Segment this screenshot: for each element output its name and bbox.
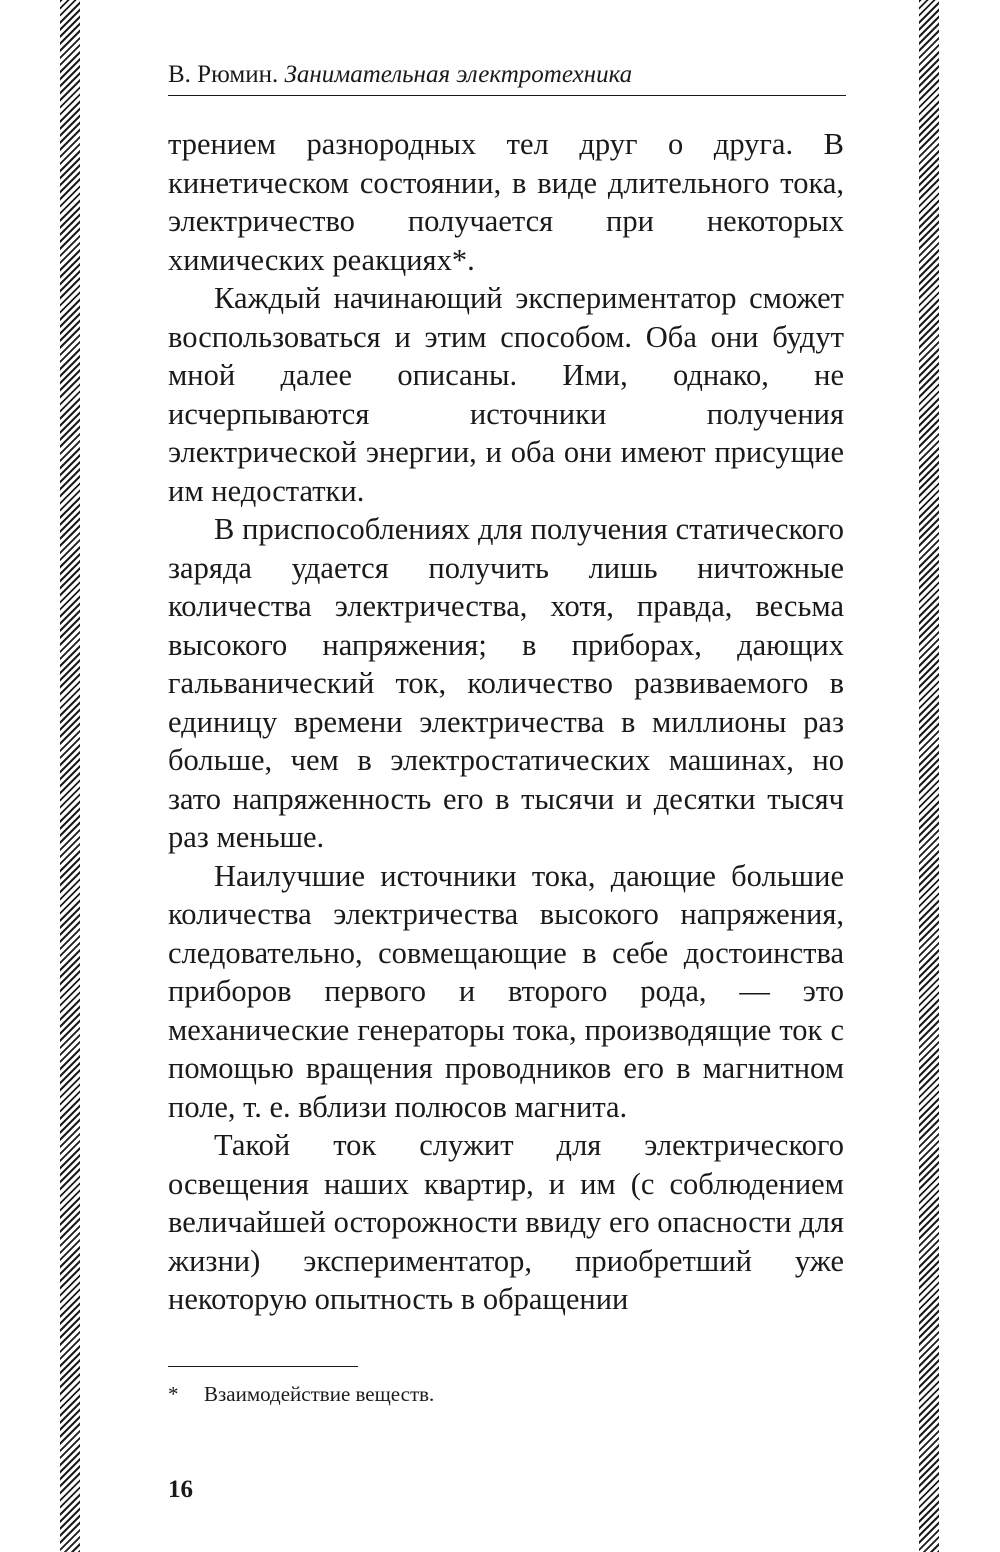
paragraph: Такой ток служит для электрического освещения наших квартир, и им (с соблюдением величайшей осторожности ввиду его опасности для жизни) экспериментатор, приобретший уже некоторую опытность в обращении (168, 1128, 844, 1316)
footnote-text: Взаимодействие веществ. (204, 1382, 435, 1406)
page-number: 16 (168, 1476, 193, 1503)
header-book-title: Занимательная электротехника (284, 61, 633, 88)
left-decorative-border (60, 0, 80, 1552)
paragraph: Наилучшие источники тока, дающие большие количества электричества высокого напряжения, следовательно, совмещающие в себе достоинства приборов первого и второго рода, — это механические генераторы тока, производящие ток с помощью вращения проводников его в магнитном поле, т. е. вблизи полюсов магнита. (168, 858, 844, 1124)
footnote-rule (168, 1366, 358, 1367)
header-rule (168, 95, 846, 96)
footnote-mark: * (168, 1382, 179, 1406)
running-header (168, 58, 843, 92)
paragraph: В приспособлениях для получения статического заряда удается получить лишь ничтожные количества электричества, хотя, правда, весьма высокого напряжения; в приборах, дающих гальванический ток, количество развиваемого в единицу времени электричества в миллионы раз больше, чем в электростатических машинах, но зато напряженность его в тысячи и десятки тысяч раз меньше. (168, 512, 844, 854)
footnote (168, 1380, 434, 1408)
page-body (168, 125, 844, 1319)
paragraph: Каждый начинающий экспериментатор сможет воспользоваться и этим способом. Оба они будут мной далее описаны. Ими, однако, не исчерпываются источники получения электрической энергии, и оба они имеют присущие им недостатки. (168, 281, 844, 508)
right-decorative-border (919, 0, 939, 1552)
header-author: В. Рюмин. (168, 61, 279, 88)
paragraph: трением разнородных тел друг о друга. В кинетическом состоянии, в виде длительного тока, электричество получается при некоторых химических реакциях*. (168, 127, 844, 277)
